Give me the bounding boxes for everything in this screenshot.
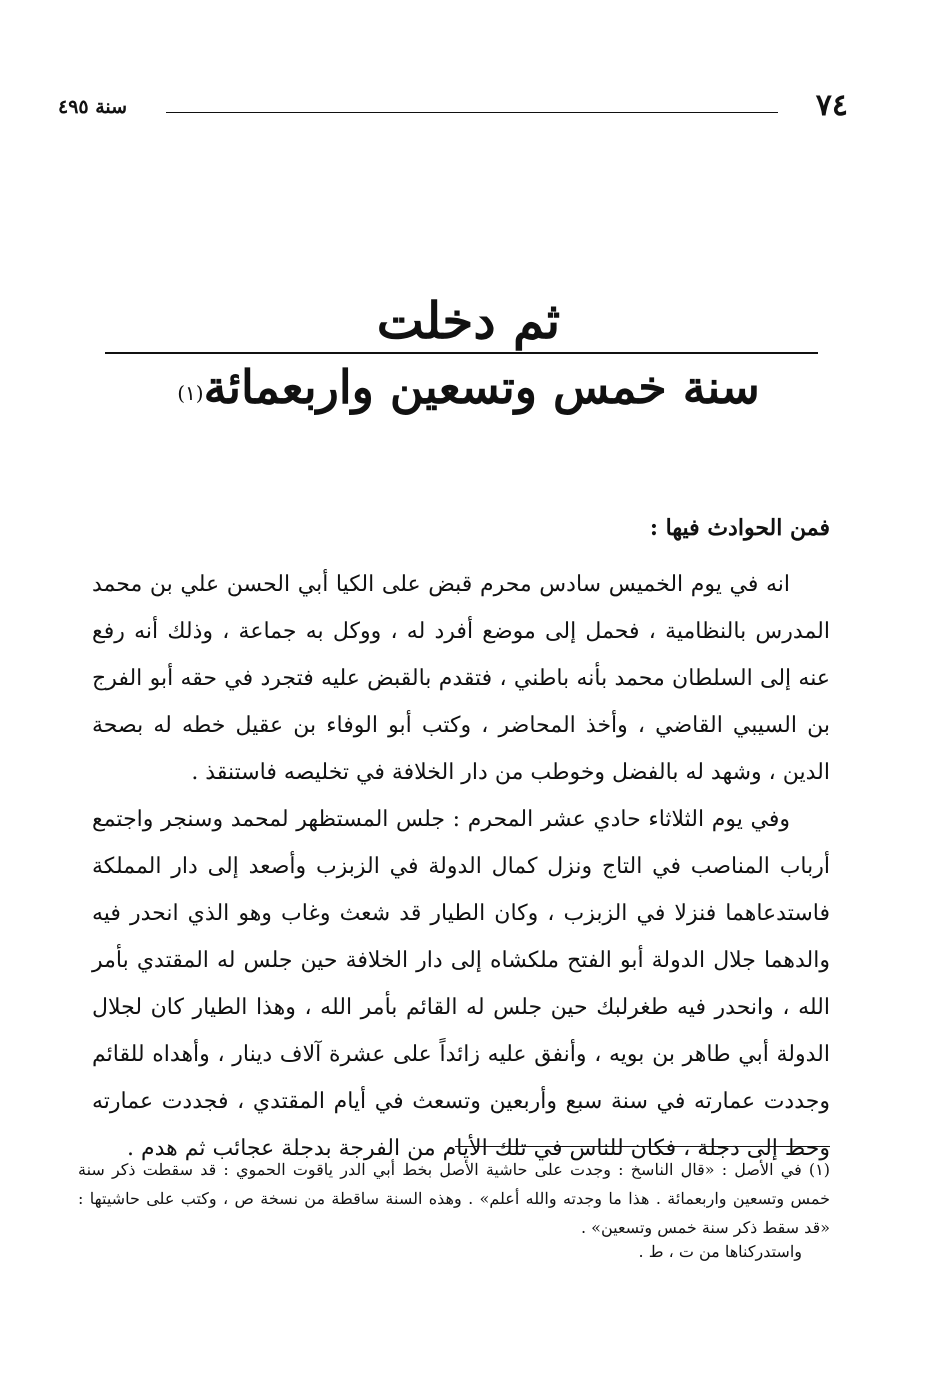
main-text xyxy=(92,505,830,1172)
footnote-body: في الأصل : «قال الناسخ : وجدت على حاشية الأصل بخط أبي الدر ياقوت الحموي : قد سقطت ذكر سنة خمس وتسعين واربعمائة . هذا ما وجدته والله أعلم» . وهذه السنة ساقطة من نسخة ص ، وكتب على حاشيتها : «قد سقط ذكر سنة خمس وتسعين» . xyxy=(78,1160,830,1237)
footnote-divider xyxy=(455,1146,830,1147)
chapter-title-line1: ثم دخلت xyxy=(376,291,561,350)
footnote-tail: واستدركناها من ت ، ط . xyxy=(638,1242,802,1261)
page-number: ٧٤ xyxy=(815,88,848,123)
footnote-text xyxy=(78,1155,830,1242)
header-year-label: سنة ٤٩٥ xyxy=(58,96,128,118)
footnote xyxy=(78,1155,830,1262)
title-footnote-ref: (١) xyxy=(177,381,204,405)
chapter-title-line2 xyxy=(0,352,937,422)
paragraph: وفي يوم الثلاثاء حادي عشر المحرم : جلس المستظهر لمحمد وسنجر واجتمع أرباب المناصب في التاج ونزل كمال الدولة في الزبزب وأصعد إلى دار المملكة فاستدعاهما فنزلا في الزبزب ، وكان الطيار قد شعث وغاب وهو الذي انحدر فيه والدهما جلال الدولة أبو الفتح ملكشاه إلى دار الخلافة حين جلس له المقتدي بأمر الله ، وانحدر فيه طغرلبك حين جلس له القائم بأمر الله ، وهذا الطيار كان لجلال الدولة أبي طاهر بن بويه ، وأنفق عليه زائداً على عشرة آلاف دينار ، وأهداه للقائم وجددت عمارته في سنة سبع وأربعين وتسعث في أيام المقتدي ، فجددت عمارته وحط إلى دجلة ، فكان للناس في تلك الأيام من الفرجة بدجلة عجائب ثم هدم . xyxy=(92,807,830,1161)
paragraph: انه في يوم الخميس سادس محرم قبض على الكيا أبي الحسن علي بن محمد المدرس بالنظامية ، فحمل إلى موضع أفرد له ، ووكل به جماعة ، وذلك أنه رفع عنه إلى السلطان محمد بأنه باطني ، فتقدم بالقبض عليه فتجرد في حقه أبو الفرج بن السيبي القاضي ، وأخذ المحاضر ، وكتب أبو الوفاء بن عقيل خطه له بصحة الدين ، وشهد له بالفضل وخوطب من دار الخلافة في تخليصه فاستنقذ . xyxy=(92,572,830,785)
chapter-title-year: سنة خمس وتسعين واربعمائة xyxy=(203,360,760,414)
footnote-marker: (١) xyxy=(808,1160,830,1179)
running-header xyxy=(58,86,848,126)
section-subheading: فمن الحوادث فيها : xyxy=(649,515,830,541)
header-rule xyxy=(166,112,778,113)
